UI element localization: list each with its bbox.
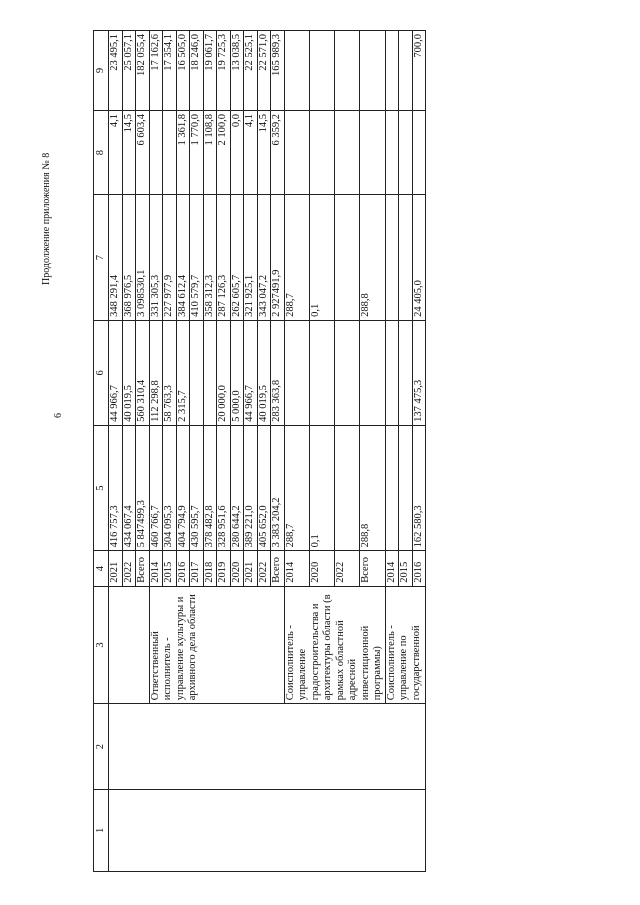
value-cell: 304 095,3: [163, 425, 177, 551]
value-cell: [335, 31, 360, 111]
value-cell: 288,8: [360, 195, 385, 321]
value-cell: 23 495,1: [109, 31, 123, 111]
value-cell: [335, 195, 360, 321]
value-cell: 17 162,6: [149, 31, 163, 111]
value-cell: 4,1: [109, 110, 123, 194]
column-header: 2: [94, 704, 109, 790]
value-cell: 288,7: [284, 195, 309, 321]
value-cell: 165 989,3: [271, 31, 285, 111]
value-cell: 460 766,7: [149, 425, 163, 551]
value-cell: 560 310,4: [136, 320, 150, 425]
value-cell: 430 595,7: [190, 425, 204, 551]
value-cell: [309, 110, 334, 194]
value-cell: 0,1: [309, 425, 334, 551]
table-row: [109, 31, 123, 872]
year-cell: 2017: [190, 551, 204, 586]
value-cell: 1 108,8: [203, 110, 217, 194]
year-cell: 2022: [257, 551, 271, 586]
value-cell: 434 067,4: [122, 425, 136, 551]
year-cell: 2014: [149, 551, 163, 586]
value-cell: 162 580,3: [412, 425, 426, 551]
value-cell: [163, 110, 177, 194]
value-cell: [190, 320, 204, 425]
value-cell: [335, 320, 360, 425]
value-cell: 328 951,6: [217, 425, 231, 551]
value-cell: 358 312,3: [203, 195, 217, 321]
value-cell: 5 847499,3: [136, 425, 150, 551]
executor-cell: Ответственный исполнитель - управление культуры и архивного дела области: [149, 586, 284, 704]
column-header: 4: [94, 551, 109, 586]
value-cell: [309, 320, 334, 425]
value-cell: 22 525,1: [244, 31, 258, 111]
value-cell: [399, 425, 413, 551]
value-cell: 40 019,5: [122, 320, 136, 425]
value-cell: 321 925,1: [244, 195, 258, 321]
year-cell: 2021: [244, 551, 258, 586]
value-cell: 44 966,7: [109, 320, 123, 425]
column-header: 5: [94, 425, 109, 551]
value-cell: 22 571,0: [257, 31, 271, 111]
value-cell: [399, 110, 413, 194]
year-cell: 2015: [399, 551, 413, 586]
value-cell: 283 363,8: [271, 320, 285, 425]
value-cell: [149, 110, 163, 194]
value-cell: 112 298,8: [149, 320, 163, 425]
value-cell: 17 354,1: [163, 31, 177, 111]
value-cell: [399, 320, 413, 425]
value-cell: 405 652,0: [257, 425, 271, 551]
value-cell: [284, 110, 309, 194]
value-cell: [360, 320, 385, 425]
value-cell: 2 315,7: [176, 320, 190, 425]
year-cell: 2014: [284, 551, 309, 586]
value-cell: [399, 31, 413, 111]
executor-cell: Соисполнитель - управление по государственной: [385, 586, 426, 704]
value-cell: 384 612,4: [176, 195, 190, 321]
value-cell: [385, 425, 399, 551]
value-cell: 58 763,3: [163, 320, 177, 425]
value-cell: [399, 195, 413, 321]
value-cell: 14,5: [122, 110, 136, 194]
year-cell: 2019: [217, 551, 231, 586]
value-cell: 4,1: [244, 110, 258, 194]
year-cell: 2022: [122, 551, 136, 586]
executor-cell: Соисполнитель - управление градостроительства и архитектуры области (в рамках областной адресной инвестиционной программы): [284, 586, 385, 704]
value-cell: 410 579,7: [190, 195, 204, 321]
value-cell: 13 038,5: [230, 31, 244, 111]
column-header: 9: [94, 31, 109, 111]
value-cell: 368 976,5: [122, 195, 136, 321]
value-cell: [412, 110, 426, 194]
table-header-row: [94, 31, 109, 872]
col1-cell: [109, 789, 426, 871]
value-cell: 404 794,9: [176, 425, 190, 551]
column-header: 1: [94, 789, 109, 871]
value-cell: 0,0: [230, 110, 244, 194]
value-cell: 2 100,0: [217, 110, 231, 194]
value-cell: 280 644,2: [230, 425, 244, 551]
value-cell: 262 605,7: [230, 195, 244, 321]
value-cell: 1 361,8: [176, 110, 190, 194]
value-cell: 343 047,2: [257, 195, 271, 321]
page-header: Продолжение приложения № 8: [41, 152, 52, 285]
page-number: 6: [53, 413, 64, 418]
executor-cell: [109, 586, 150, 704]
value-cell: 3 383 204,2: [271, 425, 285, 551]
value-cell: [360, 31, 385, 111]
value-cell: 3 098530,1: [136, 195, 150, 321]
column-header: 6: [94, 320, 109, 425]
value-cell: [335, 425, 360, 551]
value-cell: 20 000,0: [217, 320, 231, 425]
value-cell: 378 482,8: [203, 425, 217, 551]
year-cell: 2016: [176, 551, 190, 586]
value-cell: 1 770,0: [190, 110, 204, 194]
value-cell: [203, 320, 217, 425]
value-cell: [284, 31, 309, 111]
value-cell: 19 061,7: [203, 31, 217, 111]
value-cell: 19 725,3: [217, 31, 231, 111]
value-cell: [385, 31, 399, 111]
year-cell: 2020: [230, 551, 244, 586]
year-cell: 2021: [109, 551, 123, 586]
value-cell: [335, 110, 360, 194]
year-cell: 2016: [412, 551, 426, 586]
value-cell: 24 405,0: [412, 195, 426, 321]
value-cell: 700,0: [412, 31, 426, 111]
value-cell: 2 927491,9: [271, 195, 285, 321]
funding-table: [93, 30, 426, 872]
year-cell: Всего: [271, 551, 285, 586]
value-cell: 137 475,3: [412, 320, 426, 425]
year-cell: 2022: [335, 551, 360, 586]
value-cell: 14,5: [257, 110, 271, 194]
value-cell: [360, 110, 385, 194]
column-header: 7: [94, 195, 109, 321]
value-cell: 416 757,3: [109, 425, 123, 551]
year-cell: 2020: [309, 551, 334, 586]
value-cell: 287 126,3: [217, 195, 231, 321]
value-cell: [385, 110, 399, 194]
year-cell: Всего: [136, 551, 150, 586]
year-cell: Всего: [360, 551, 385, 586]
value-cell: [284, 320, 309, 425]
value-cell: 44 966,7: [244, 320, 258, 425]
value-cell: 227 977,9: [163, 195, 177, 321]
col2-cell: [109, 704, 426, 790]
value-cell: 182 055,4: [136, 31, 150, 111]
value-cell: 25 057,1: [122, 31, 136, 111]
value-cell: 40 019,5: [257, 320, 271, 425]
value-cell: 5 000,0: [230, 320, 244, 425]
value-cell: 6 603,4: [136, 110, 150, 194]
value-cell: 288,8: [360, 425, 385, 551]
year-cell: 2015: [163, 551, 177, 586]
year-cell: 2014: [385, 551, 399, 586]
value-cell: [385, 320, 399, 425]
year-cell: 2018: [203, 551, 217, 586]
column-header: 3: [94, 586, 109, 704]
value-cell: 6 359,2: [271, 110, 285, 194]
value-cell: 389 221,0: [244, 425, 258, 551]
value-cell: 348 291,4: [109, 195, 123, 321]
value-cell: 288,7: [284, 425, 309, 551]
value-cell: 18 246,0: [190, 31, 204, 111]
value-cell: 16 505,0: [176, 31, 190, 111]
value-cell: [385, 195, 399, 321]
value-cell: [309, 31, 334, 111]
column-header: 8: [94, 110, 109, 194]
value-cell: 331 305,3: [149, 195, 163, 321]
value-cell: 0,1: [309, 195, 334, 321]
